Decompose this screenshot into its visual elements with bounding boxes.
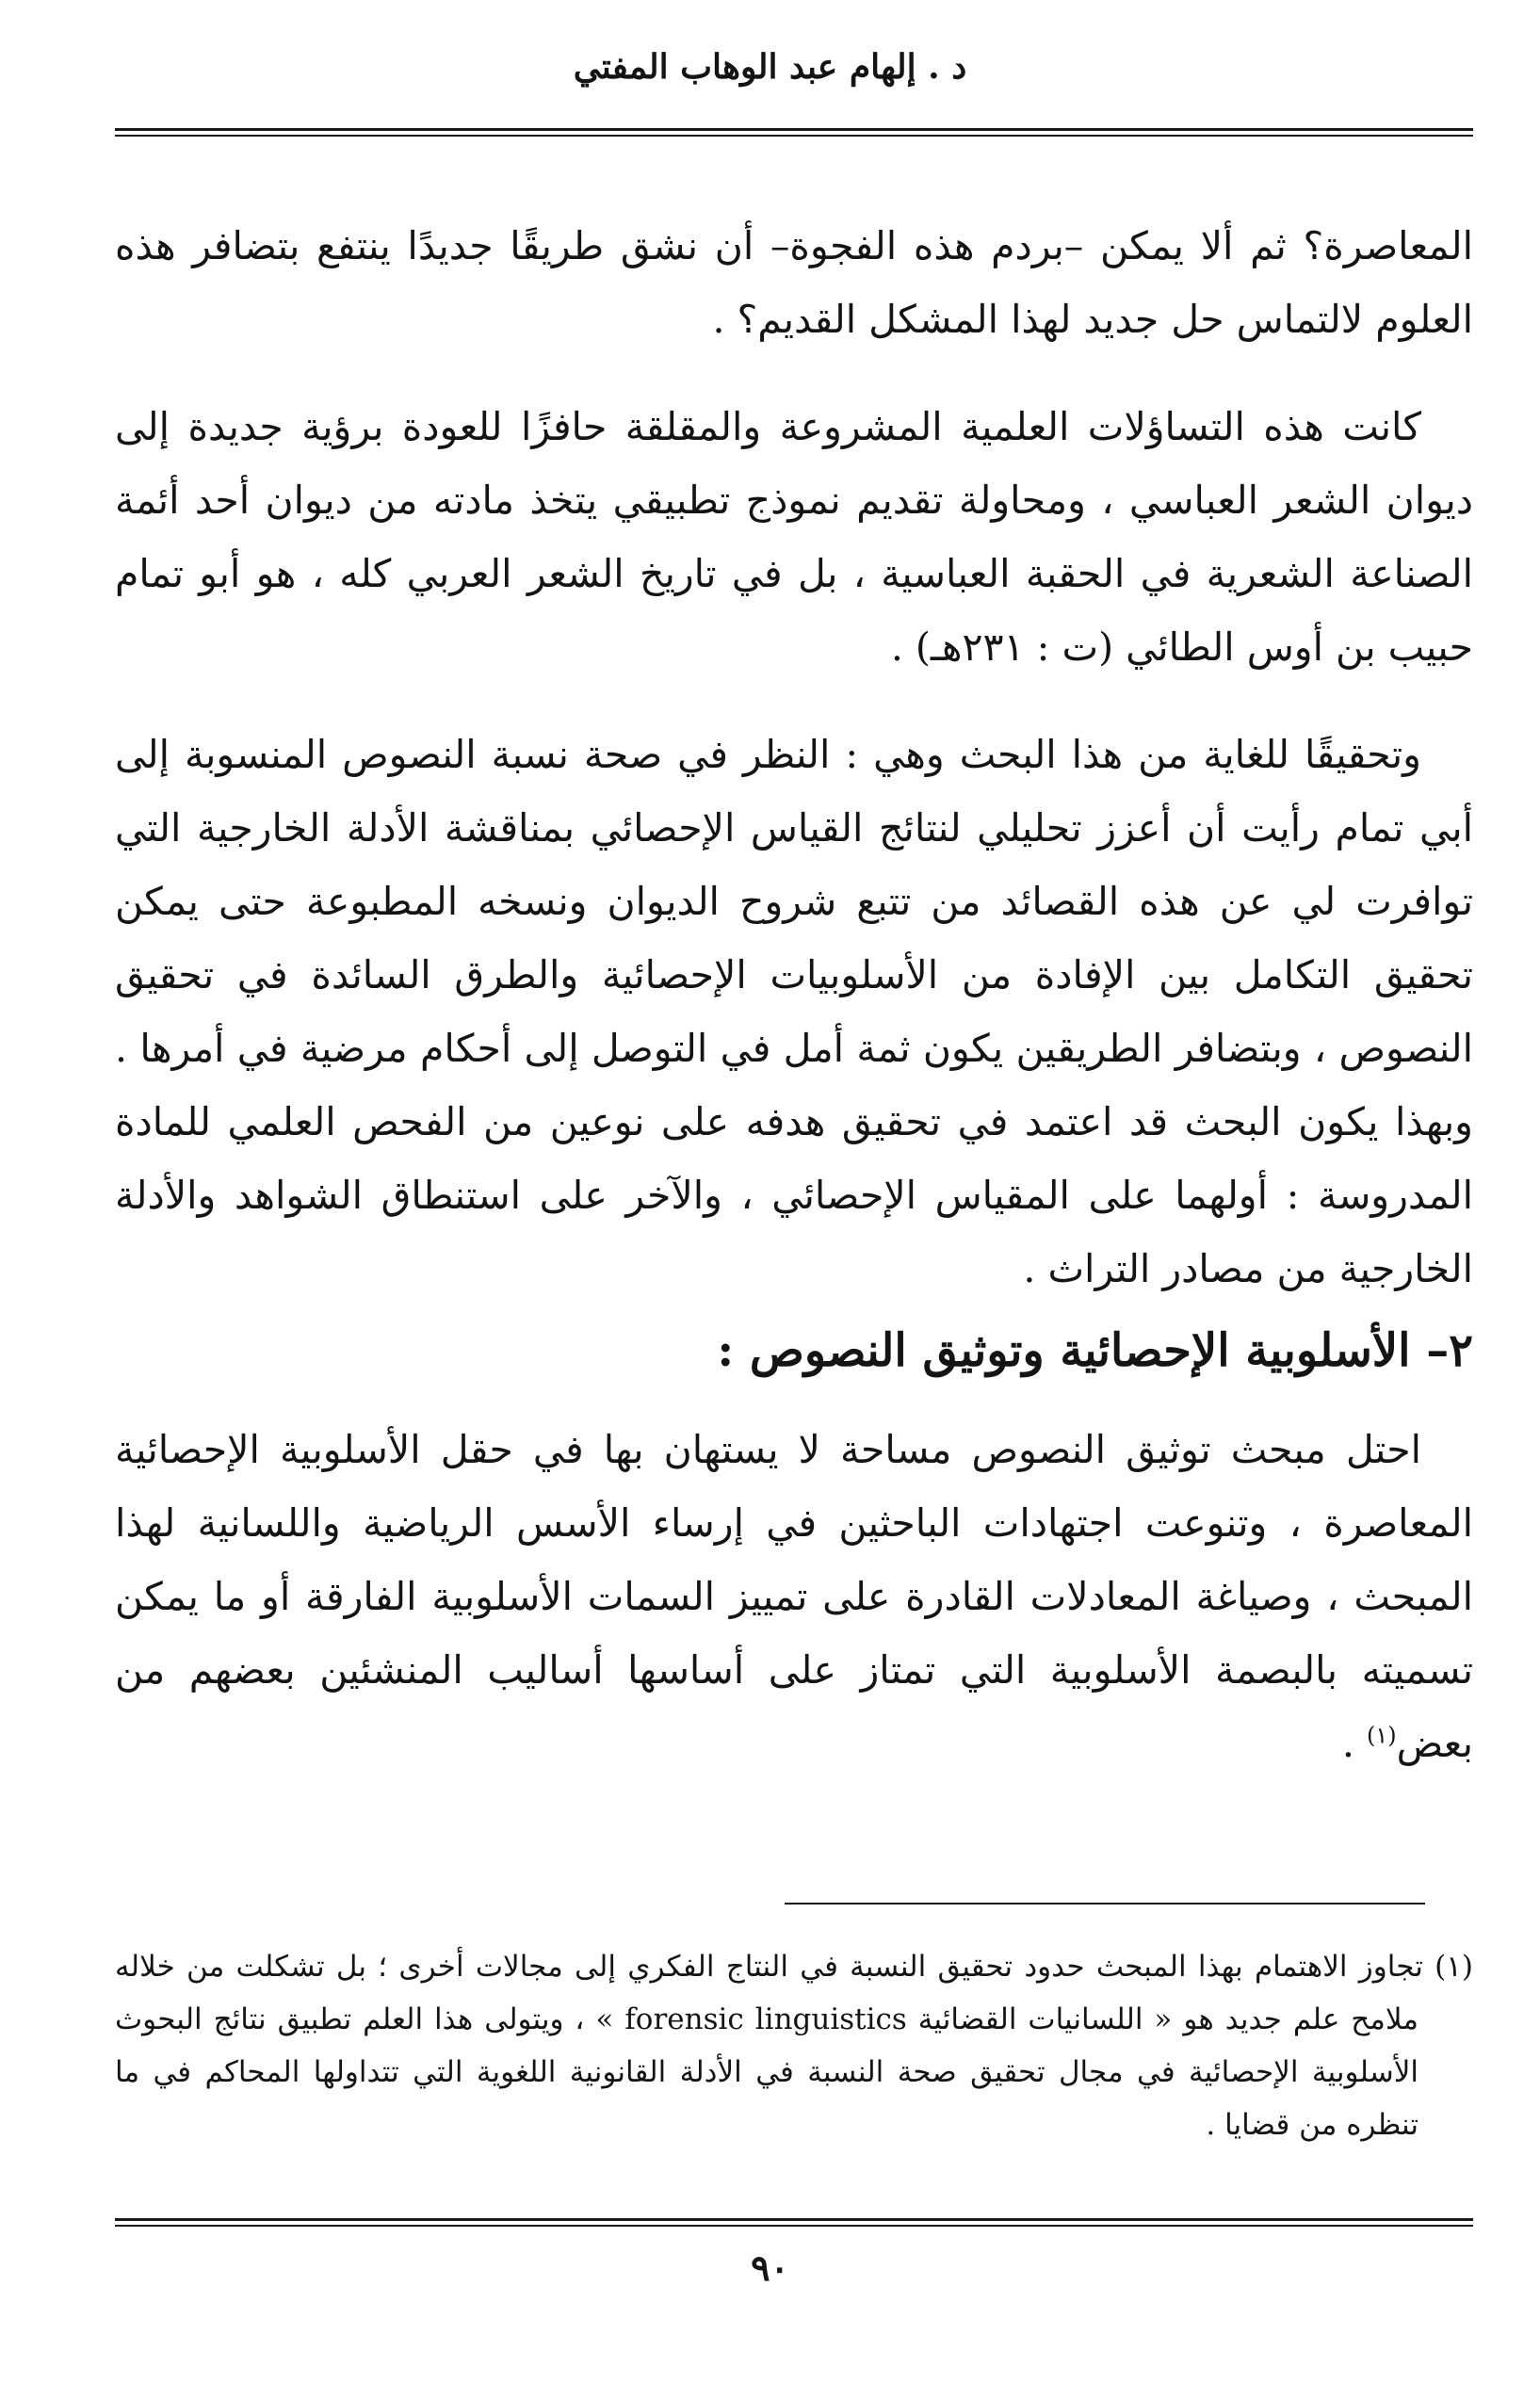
- footer-double-rule: [115, 2218, 1473, 2227]
- footnote-1: [115, 1940, 1473, 2151]
- footnote-text-before: تجاوز الاهتمام بهذا المبحث حدود تحقيق النسبة في النتاج الفكري إلى مجالات أخرى ؛ بل تشكلت من خلاله ملامح علم جديد هو « اللسانيات القضائية: [115, 1950, 1423, 2036]
- paragraph-stylistics-end: .: [1341, 1721, 1367, 1766]
- paragraph-continuation: المعاصرة؟ ثم ألا يمكن –بردم هذه الفجوة– أن نشق طريقًا جديدًا ينتفع بتضافر هذه العلوم لالتماس حل جديد لهذا المشكل القديم؟ .: [115, 223, 1473, 342]
- footnotes-block: [115, 1940, 1473, 2151]
- paragraph-research-goal: وتحقيقًا للغاية من هذا البحث وهي : النظر في صحة نسبة النصوص المنسوبة إلى أبي تمام رأيت أن أعزز تحليلي لنتائج القياس الإحصائي بمناقشة الأدلة الخارجية التي توافرت لي عن هذه القصائد من تتبع شروح الديوان ونسخه المطبوعة حتى يمكن تحقيق التكامل بين الإفادة من الأسلوبيات الإحصائية والطرق السائدة في تحقيق النصوص ، وبتضافر الطريقين يكون ثمة أمل في التوصل إلى أحكام مرضية في أمرها . وبهذا يكون البحث قد اعتمد في تحقيق هدفه على نوعين من الفحص العلمي للمادة المدروسة : أولهما على المقياس الإحصائي ، والآخر على استنطاق الشواهد والأدلة الخارجية من مصادر التراث .: [115, 732, 1473, 1291]
- section-heading: ٢– الأسلوبية الإحصائية وتوثيق النصوص :: [717, 1324, 1473, 1377]
- footnote-text-after: » ، ويتولى هذا العلم تطبيق نتائج البحوث الأسلوبية الإحصائية في مجال تحقيق صحة النسبة في الأدلة القانونية اللغوية التي تتداولها المحاكم في ما تنظره من قضايا .: [115, 2002, 1418, 2142]
- main-text-block: [115, 209, 1473, 1780]
- paragraph-stylistics-text: احتل مبحث توثيق النصوص مساحة لا يستهان بها في حقل الأسلوبية الإحصائية المعاصرة ، وتنوعت اجتهادات الباحثين في إرساء الأسس الرياضية واللسانية لهذا المبحث ، وصياغة المعادلات القادرة على تمييز السمات الأسلوبية الفارقة أو ما يمكن تسميته بالبصمة الأسلوبية التي تمتاز على أساسها أساليب المنشئين بعضهم من بعض: [115, 1427, 1473, 1766]
- paragraph-stylistics-intro: [115, 1413, 1473, 1780]
- footnote-separator-rule: [785, 1903, 1425, 1905]
- running-head-author: د . إلهام عبد الوهاب المفتي: [573, 47, 967, 87]
- paragraph-questions-motivation: كانت هذه التساؤلات العلمية المشروعة والمقلقة حافزًا للعودة برؤية جديدة إلى ديوان الشعر العباسي ، ومحاولة تقديم نموذج تطبيقي يتخذ مادته من ديوان أحد أئمة الصناعة الشعرية في الحقبة العباسية ، بل في تاريخ الشعر العربي كله ، هو أبو تمام حبيب بن أوس الطائي (ت : ٢٣١هـ) .: [115, 404, 1473, 670]
- page-number: ٩٠: [751, 2246, 789, 2289]
- footnote-latin-term: forensic linguistics: [624, 2002, 907, 2036]
- footnote-reference: (١): [1366, 1722, 1397, 1749]
- footnote-marker: (١): [1435, 1950, 1474, 1984]
- header-double-rule: [115, 128, 1473, 137]
